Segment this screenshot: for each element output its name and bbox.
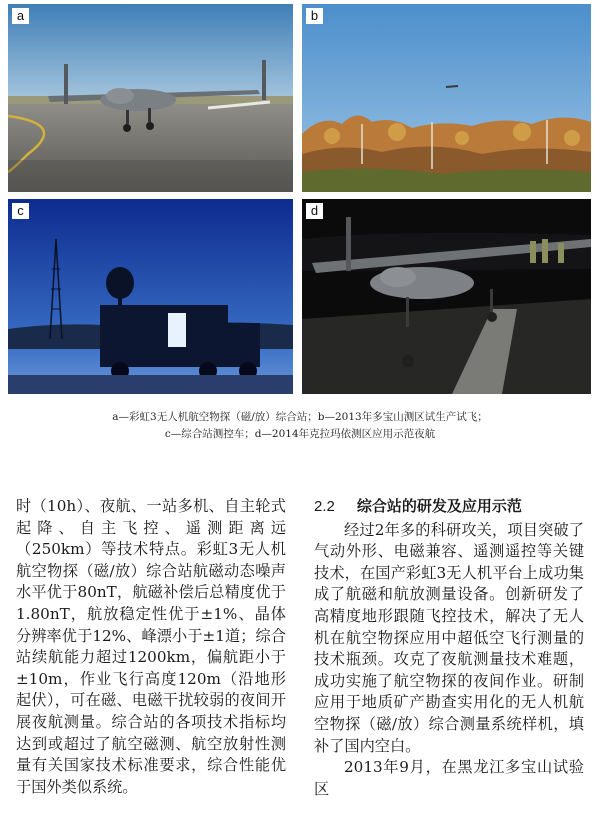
panel-label-b: b xyxy=(306,8,323,24)
photo-panel-b xyxy=(302,4,591,192)
photo-panel-a xyxy=(8,4,293,192)
figure-caption xyxy=(0,409,600,443)
left-column xyxy=(16,496,286,798)
caption-line-2: c—综合站测控车；d—2014年克拉玛依测区应用示范夜航 xyxy=(164,428,436,440)
section-number: 2.2 xyxy=(314,498,335,515)
right-column-paragraph-1: 经过2年多的科研攻关，项目突破了气动外形、电磁兼容、遥测遥控等关键技术，在国产彩虹3无人机平台上成功集成了航磁和航放测量设备。创新研发了高精度地形跟随飞控技术，解决了无人机在航空物探应用中超低空飞行测量的技术瓶颈。攻克了夜航测量技术难题，成功实施了航空物探的夜间作业。研制应用于地质矿产勘查实用化的无人机航空物探（磁/放）综合测量系统样机，填补了国内空白。 xyxy=(314,520,584,755)
uav-runway-photo xyxy=(8,4,293,192)
control-vehicle-photo xyxy=(8,199,293,394)
photo-panel-d xyxy=(302,199,591,394)
panel-label-d: d xyxy=(306,203,323,219)
photo-panel-c xyxy=(8,199,293,394)
right-column xyxy=(314,496,584,800)
left-column-paragraph: 时（10h）、夜航、一站多机、自主轮式起降、自主飞控、遥测距离远（250km）等技术特点。彩虹3无人机航空物探（磁/放）综合站航磁动态噪声水平优于80nT，航磁补偿后总精度优于1.80nT，航放稳定性优于±1%、晶体分辨率优于12%、峰漂小于±1道；综合站续航能力超过1200km，偏航距小于±10m，作业飞行高度120m（沿地形起伏），可在磁、电磁干扰较弱的夜间开展夜航测量。综合站的各项技术指标均达到或超过了航空磁测、航空放射性测量有关国家技术标准要求，综合性能优于国外类似系统。 xyxy=(16,497,286,796)
right-column-paragraph-2: 2013年9月，在黑龙江多宝山试验区 xyxy=(314,758,584,798)
caption-line-1: a—彩虹3无人机航空物探（磁/放）综合站；b—2013年多宝山测区试生产试飞； xyxy=(112,411,488,423)
uav-night-photo xyxy=(302,199,591,394)
panel-label-a: a xyxy=(12,8,29,24)
section-title: 综合站的研发及应用示范 xyxy=(356,497,522,515)
uav-flight-forest-photo xyxy=(302,4,591,192)
panel-label-c: c xyxy=(12,203,29,219)
section-heading xyxy=(314,496,584,518)
